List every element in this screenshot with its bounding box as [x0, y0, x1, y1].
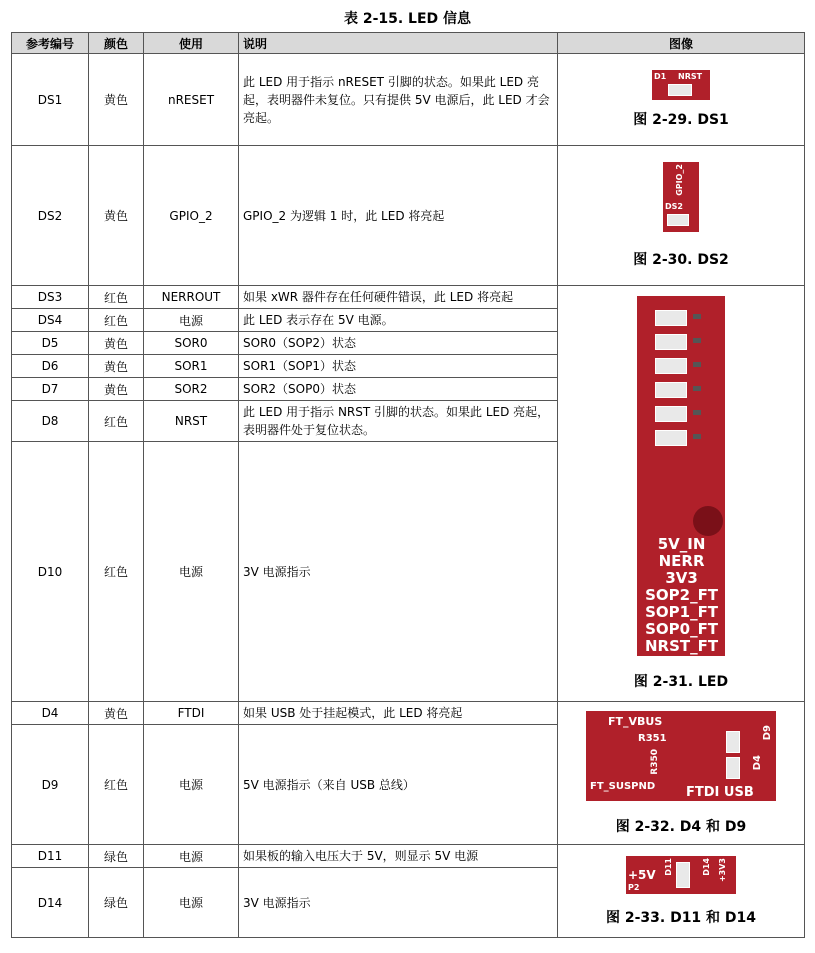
silk-label: FT_VBUS: [608, 714, 663, 728]
desc-cell: 3V 电源指示: [239, 868, 558, 938]
use-cell: nRESET: [144, 54, 239, 146]
silk-label: FTDI USB: [686, 784, 754, 800]
figure-cell: [558, 146, 805, 286]
color-cell: 黄色: [89, 378, 144, 401]
table-row: [12, 286, 805, 309]
header-use: 使用: [144, 33, 239, 54]
color-cell: 红色: [89, 401, 144, 442]
ref-cell: D9: [12, 725, 89, 845]
color-cell: 绿色: [89, 845, 144, 868]
d11-d14-photo: [626, 856, 736, 894]
figure-cell: [558, 54, 805, 146]
figure-caption: 图 2-32. D4 和 D9: [615, 818, 747, 835]
table-row: [12, 845, 805, 868]
ds1-photo: [652, 70, 710, 100]
led-icon: [655, 406, 687, 422]
desc-cell: SOR1（SOP1）状态: [239, 355, 558, 378]
desc-cell: 此 LED 表示存在 5V 电源。: [239, 309, 558, 332]
led-icon: [676, 862, 690, 888]
use-cell: SOR1: [144, 355, 239, 378]
resistor-icon: [693, 314, 701, 319]
table-row: [12, 702, 805, 725]
silk-label: D11: [664, 857, 673, 876]
silk-label: +5V: [628, 867, 656, 882]
silk-label: FT_SUSPND: [590, 780, 656, 792]
header-desc: 说明: [239, 33, 558, 54]
silk-label: NERR: [658, 552, 705, 570]
led-icon: [726, 757, 740, 779]
table-row: [12, 146, 805, 286]
use-cell: GPIO_2: [144, 146, 239, 286]
use-cell: SOR0: [144, 332, 239, 355]
silk-label: NRST: [678, 72, 703, 81]
silk-label: P2: [628, 882, 640, 892]
ref-cell: DS4: [12, 309, 89, 332]
header-image: 图像: [558, 33, 805, 54]
silk-label: SOP1_FT: [645, 603, 719, 621]
led-icon: [667, 214, 689, 226]
figure-cell: [558, 286, 805, 702]
led-icon: [655, 382, 687, 398]
desc-cell: 3V 电源指示: [239, 442, 558, 702]
desc-cell: SOR0（SOP2）状态: [239, 332, 558, 355]
color-cell: 红色: [89, 442, 144, 702]
header-ref: 参考编号: [12, 33, 89, 54]
resistor-icon: [693, 386, 701, 391]
desc-cell: 如果 USB 处于挂起模式，此 LED 将亮起: [239, 702, 558, 725]
table-title: 表 2-15. LED 信息: [343, 11, 472, 27]
desc-cell: SOR2（SOP0）状态: [239, 378, 558, 401]
figure-cell: [558, 702, 805, 845]
figure-caption: 图 2-33. D11 和 D14: [605, 909, 757, 926]
led-icon: [655, 430, 687, 446]
ref-cell: D11: [12, 845, 89, 868]
led-info-table: [11, 32, 805, 938]
resistor-icon: [693, 338, 701, 343]
ref-cell: D4: [12, 702, 89, 725]
silk-label: 3V3: [665, 569, 698, 587]
led-icon: [655, 334, 687, 350]
ds2-photo: [663, 162, 699, 232]
use-cell: SOR2: [144, 378, 239, 401]
silk-label: D1: [654, 72, 667, 81]
silk-label-group: [645, 536, 718, 655]
desc-cell: 如果 xWR 器件存在任何硬件错误，此 LED 将亮起: [239, 286, 558, 309]
silk-label: SOP0_FT: [645, 620, 719, 638]
color-cell: 黄色: [89, 54, 144, 146]
silk-label: D9: [762, 724, 773, 740]
silk-label: DS2: [665, 202, 683, 211]
ref-cell: DS3: [12, 286, 89, 309]
color-cell: 红色: [89, 725, 144, 845]
header-row: [12, 33, 805, 54]
ref-cell: D5: [12, 332, 89, 355]
desc-cell: GPIO_2 为逻辑 1 时，此 LED 将亮起: [239, 146, 558, 286]
resistor-icon: [693, 434, 701, 439]
color-cell: 黄色: [89, 702, 144, 725]
use-cell: 电源: [144, 725, 239, 845]
use-cell: 电源: [144, 309, 239, 332]
figure-cell: [558, 845, 805, 938]
desc-cell: 如果板的输入电压大于 5V，则显示 5V 电源: [239, 845, 558, 868]
led-strip-photo: [637, 296, 725, 656]
figure-caption: 图 2-30. DS2: [633, 252, 729, 268]
use-cell: FTDI: [144, 702, 239, 725]
use-cell: 电源: [144, 868, 239, 938]
ref-cell: DS2: [12, 146, 89, 286]
color-cell: 红色: [89, 309, 144, 332]
silk-label: GPIO_2: [675, 164, 684, 196]
silk-label: R350: [650, 748, 660, 775]
mounting-hole-icon: [693, 506, 723, 536]
table-row: [12, 54, 805, 146]
ref-cell: D14: [12, 868, 89, 938]
ref-cell: D7: [12, 378, 89, 401]
resistor-icon: [693, 410, 701, 415]
ref-cell: D10: [12, 442, 89, 702]
use-cell: NERROUT: [144, 286, 239, 309]
use-cell: 电源: [144, 442, 239, 702]
figure-caption: 图 2-29. DS1: [633, 112, 729, 128]
silk-label: 5V_IN: [657, 535, 706, 553]
color-cell: 红色: [89, 286, 144, 309]
color-cell: 绿色: [89, 868, 144, 938]
led-icon: [655, 310, 687, 326]
led-icon: [726, 731, 740, 753]
desc-cell: 5V 电源指示（来自 USB 总线）: [239, 725, 558, 845]
ref-cell: D6: [12, 355, 89, 378]
led-icon: [668, 84, 692, 96]
led-icon: [655, 358, 687, 374]
figure-caption: 图 2-31. LED: [633, 674, 729, 690]
header-color: 颜色: [89, 33, 144, 54]
desc-cell: 此 LED 用于指示 nRESET 引脚的状态。如果此 LED 亮起，表明器件未复位。只有提供 5V 电源后，此 LED 才会亮起。: [239, 54, 558, 146]
use-cell: 电源: [144, 845, 239, 868]
ref-cell: D8: [12, 401, 89, 442]
silk-label: +3V3: [718, 857, 727, 882]
use-cell: NRST: [144, 401, 239, 442]
resistor-icon: [693, 362, 701, 367]
silk-label: D4: [752, 754, 763, 770]
color-cell: 黄色: [89, 146, 144, 286]
color-cell: 黄色: [89, 355, 144, 378]
silk-label: D14: [702, 857, 711, 876]
desc-cell: 此 LED 用于指示 NRST 引脚的状态。如果此 LED 亮起，表明器件处于复位状态。: [239, 401, 558, 442]
d4-d9-photo: [586, 711, 776, 801]
silk-label: SOP2_FT: [645, 586, 719, 604]
silk-label: R351: [638, 732, 667, 744]
color-cell: 黄色: [89, 332, 144, 355]
ref-cell: DS1: [12, 54, 89, 146]
silk-label: NRST_FT: [645, 637, 719, 655]
